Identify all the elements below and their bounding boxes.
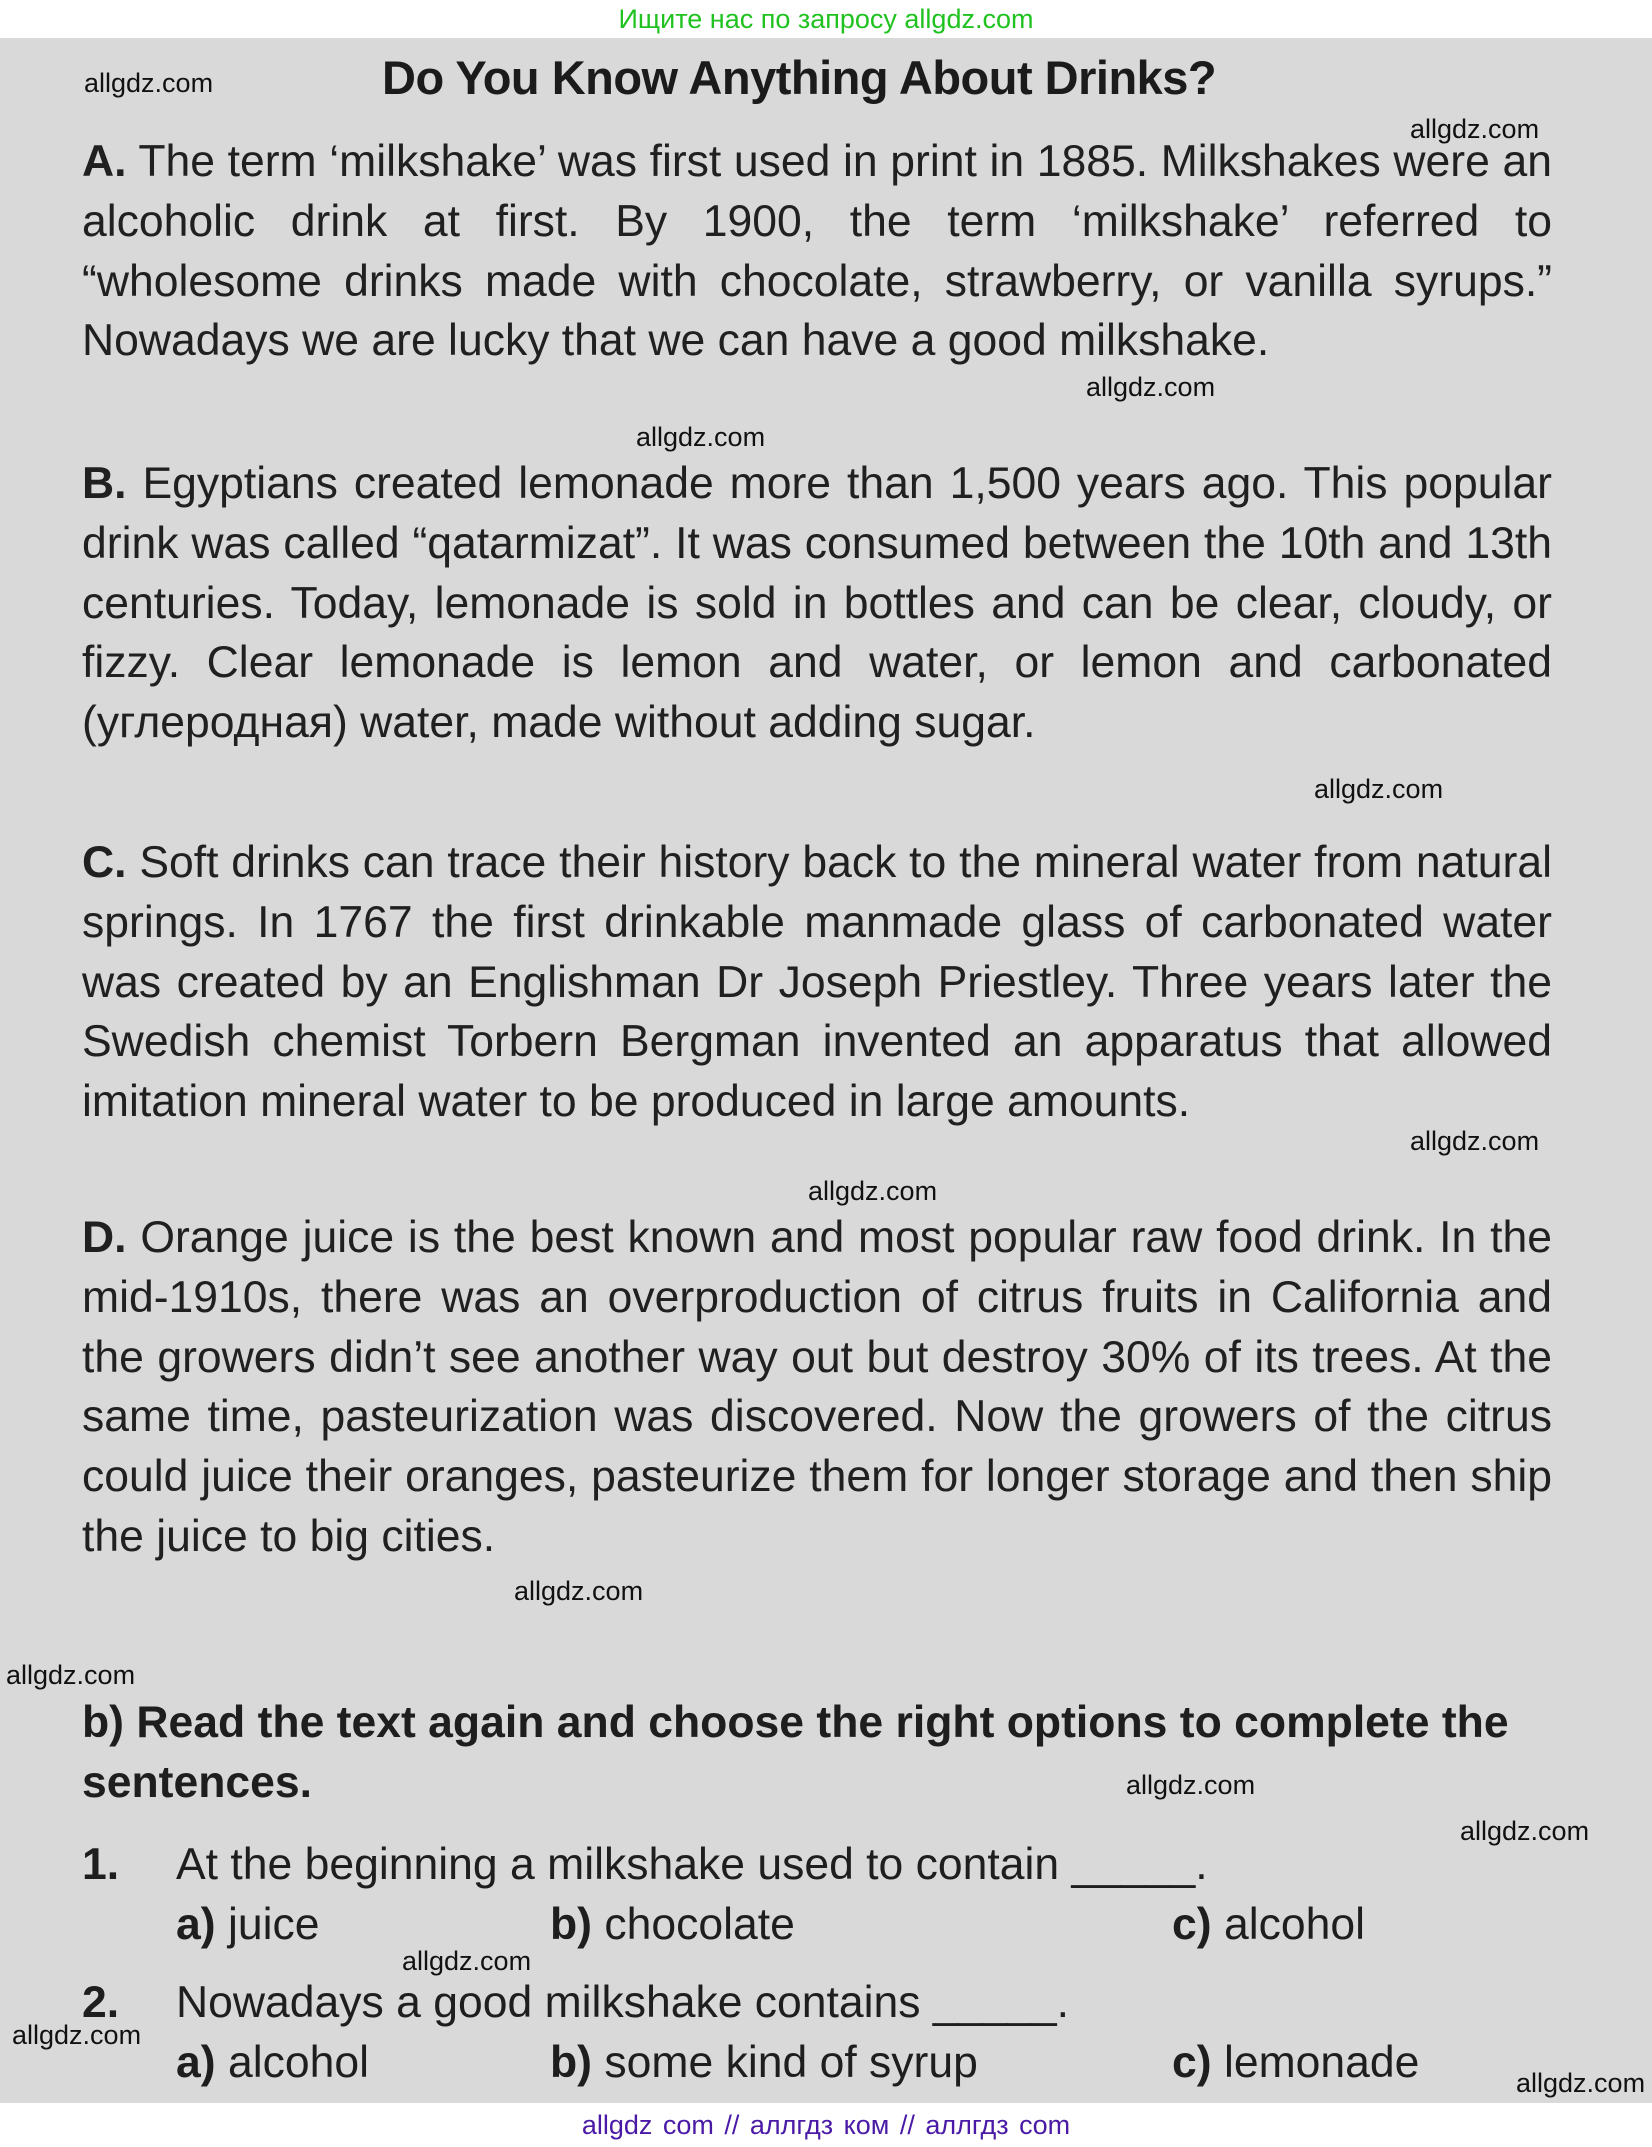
watermark: allgdz.com [12,2020,142,2050]
paragraph-b [82,454,1552,753]
page-title: Do You Know Anything About Drinks? [382,51,1217,104]
question-2-option-a[interactable] [176,2038,369,2088]
paragraph-a [82,132,1552,371]
paragraph-text: Egyptians created lemonade more than 1,500 years ago. This popular drink was called “qatarmizat”. It was consumed between the 10th and 13th centuries. Today, lemonade is sold in bottles and can be clear, cloudy, or fizzy. Clear lemonade is lemon and water, or lemon and carbonated (углеродная) water, made without adding sugar. [82,459,1552,748]
option-letter: b) [550,2038,593,2087]
paragraph-text: Orange juice is the best known and most popular raw food drink. In the mid-1910s, there was an overproduction of citrus fruits in California and the growers didn’t see another way out but destroy 30% of its trees. At the same time, pasteurization was discovered. Now the growers of the citrus could juice their oranges, pasteurize them for longer storage and then ship the juice to big cities. [82,1213,1552,1561]
paragraph-letter: A. [82,137,127,186]
watermark: allgdz.com [84,68,214,98]
option-letter: a) [176,2038,216,2087]
question-number: 2. [82,1978,120,2027]
question-number: 1. [82,1840,120,1889]
watermark: allgdz.com [514,1576,644,1606]
task-label: b) [82,1698,125,1747]
paragraph-text: Soft drinks can trace their history back to the mineral water from natural springs. In 1767 the first drinkable manmade glass of carbonated water was created by an Englishman Dr Joseph Priestley. Three years later the Swedish chemist Torbern Bergman invented an apparatus that allowed imitation mineral water to be produced in large amounts. [82,838,1552,1127]
option-letter: b) [550,1900,593,1949]
option-text: alcohol [227,2038,369,2087]
paragraph-text: The term ‘milkshake’ was first used in print in 1885. Milkshakes were an alcoholic drink at first. By 1900, the term ‘milkshake’ referred to “wholesome drinks made with chocolate, strawberry, or vanilla syrups.” Nowadays we are lucky that we can have a good milkshake. [82,137,1552,366]
question-2-option-c[interactable] [1172,2038,1419,2088]
option-text: chocolate [604,1900,795,1949]
question-1-option-a[interactable] [176,1900,319,1950]
option-text: some kind of syrup [604,2038,978,2087]
textbook-page [0,38,1652,2103]
task-instruction [82,1693,1552,1813]
option-text: juice [227,1900,320,1949]
question-text: At the beginning a milkshake used to contain _____. [176,1840,1208,1889]
watermark: allgdz.com [1126,1770,1256,1800]
question-1-option-c[interactable] [1172,1900,1365,1950]
watermark: allgdz.com [1410,1126,1540,1156]
option-text: lemonade [1223,2038,1420,2087]
paragraph-letter: C. [82,838,127,887]
paragraph-d [82,1208,1552,1567]
watermark: allgdz.com [1516,2068,1646,2098]
question-text: Nowadays a good milkshake contains _____. [176,1978,1070,2027]
option-text: alcohol [1223,1900,1365,1949]
top-banner: Ищите нас по запросу allgdz.com [0,0,1652,38]
watermark: allgdz.com [1410,114,1540,144]
watermark: allgdz.com [636,422,766,452]
option-letter: a) [176,1900,216,1949]
paragraph-letter: B. [82,459,127,508]
paragraph-letter: D. [82,1213,127,1262]
watermark: allgdz.com [1460,1816,1590,1846]
option-letter: c) [1172,1900,1212,1949]
bottom-banner: allgdz com // аллгдз ком // аллгдз com [0,2103,1652,2147]
watermark: allgdz.com [808,1176,938,1206]
question-1-option-b[interactable] [550,1900,795,1950]
watermark: allgdz.com [6,1660,136,1690]
task-text: Read the text again and choose the right options to complete the sentences. [82,1698,1509,1807]
option-letter: c) [1172,2038,1212,2087]
question-2-option-b[interactable] [550,2038,978,2088]
watermark: allgdz.com [402,1946,532,1976]
watermark: allgdz.com [1314,774,1444,804]
watermark: allgdz.com [1086,372,1216,402]
paragraph-c [82,833,1552,1132]
